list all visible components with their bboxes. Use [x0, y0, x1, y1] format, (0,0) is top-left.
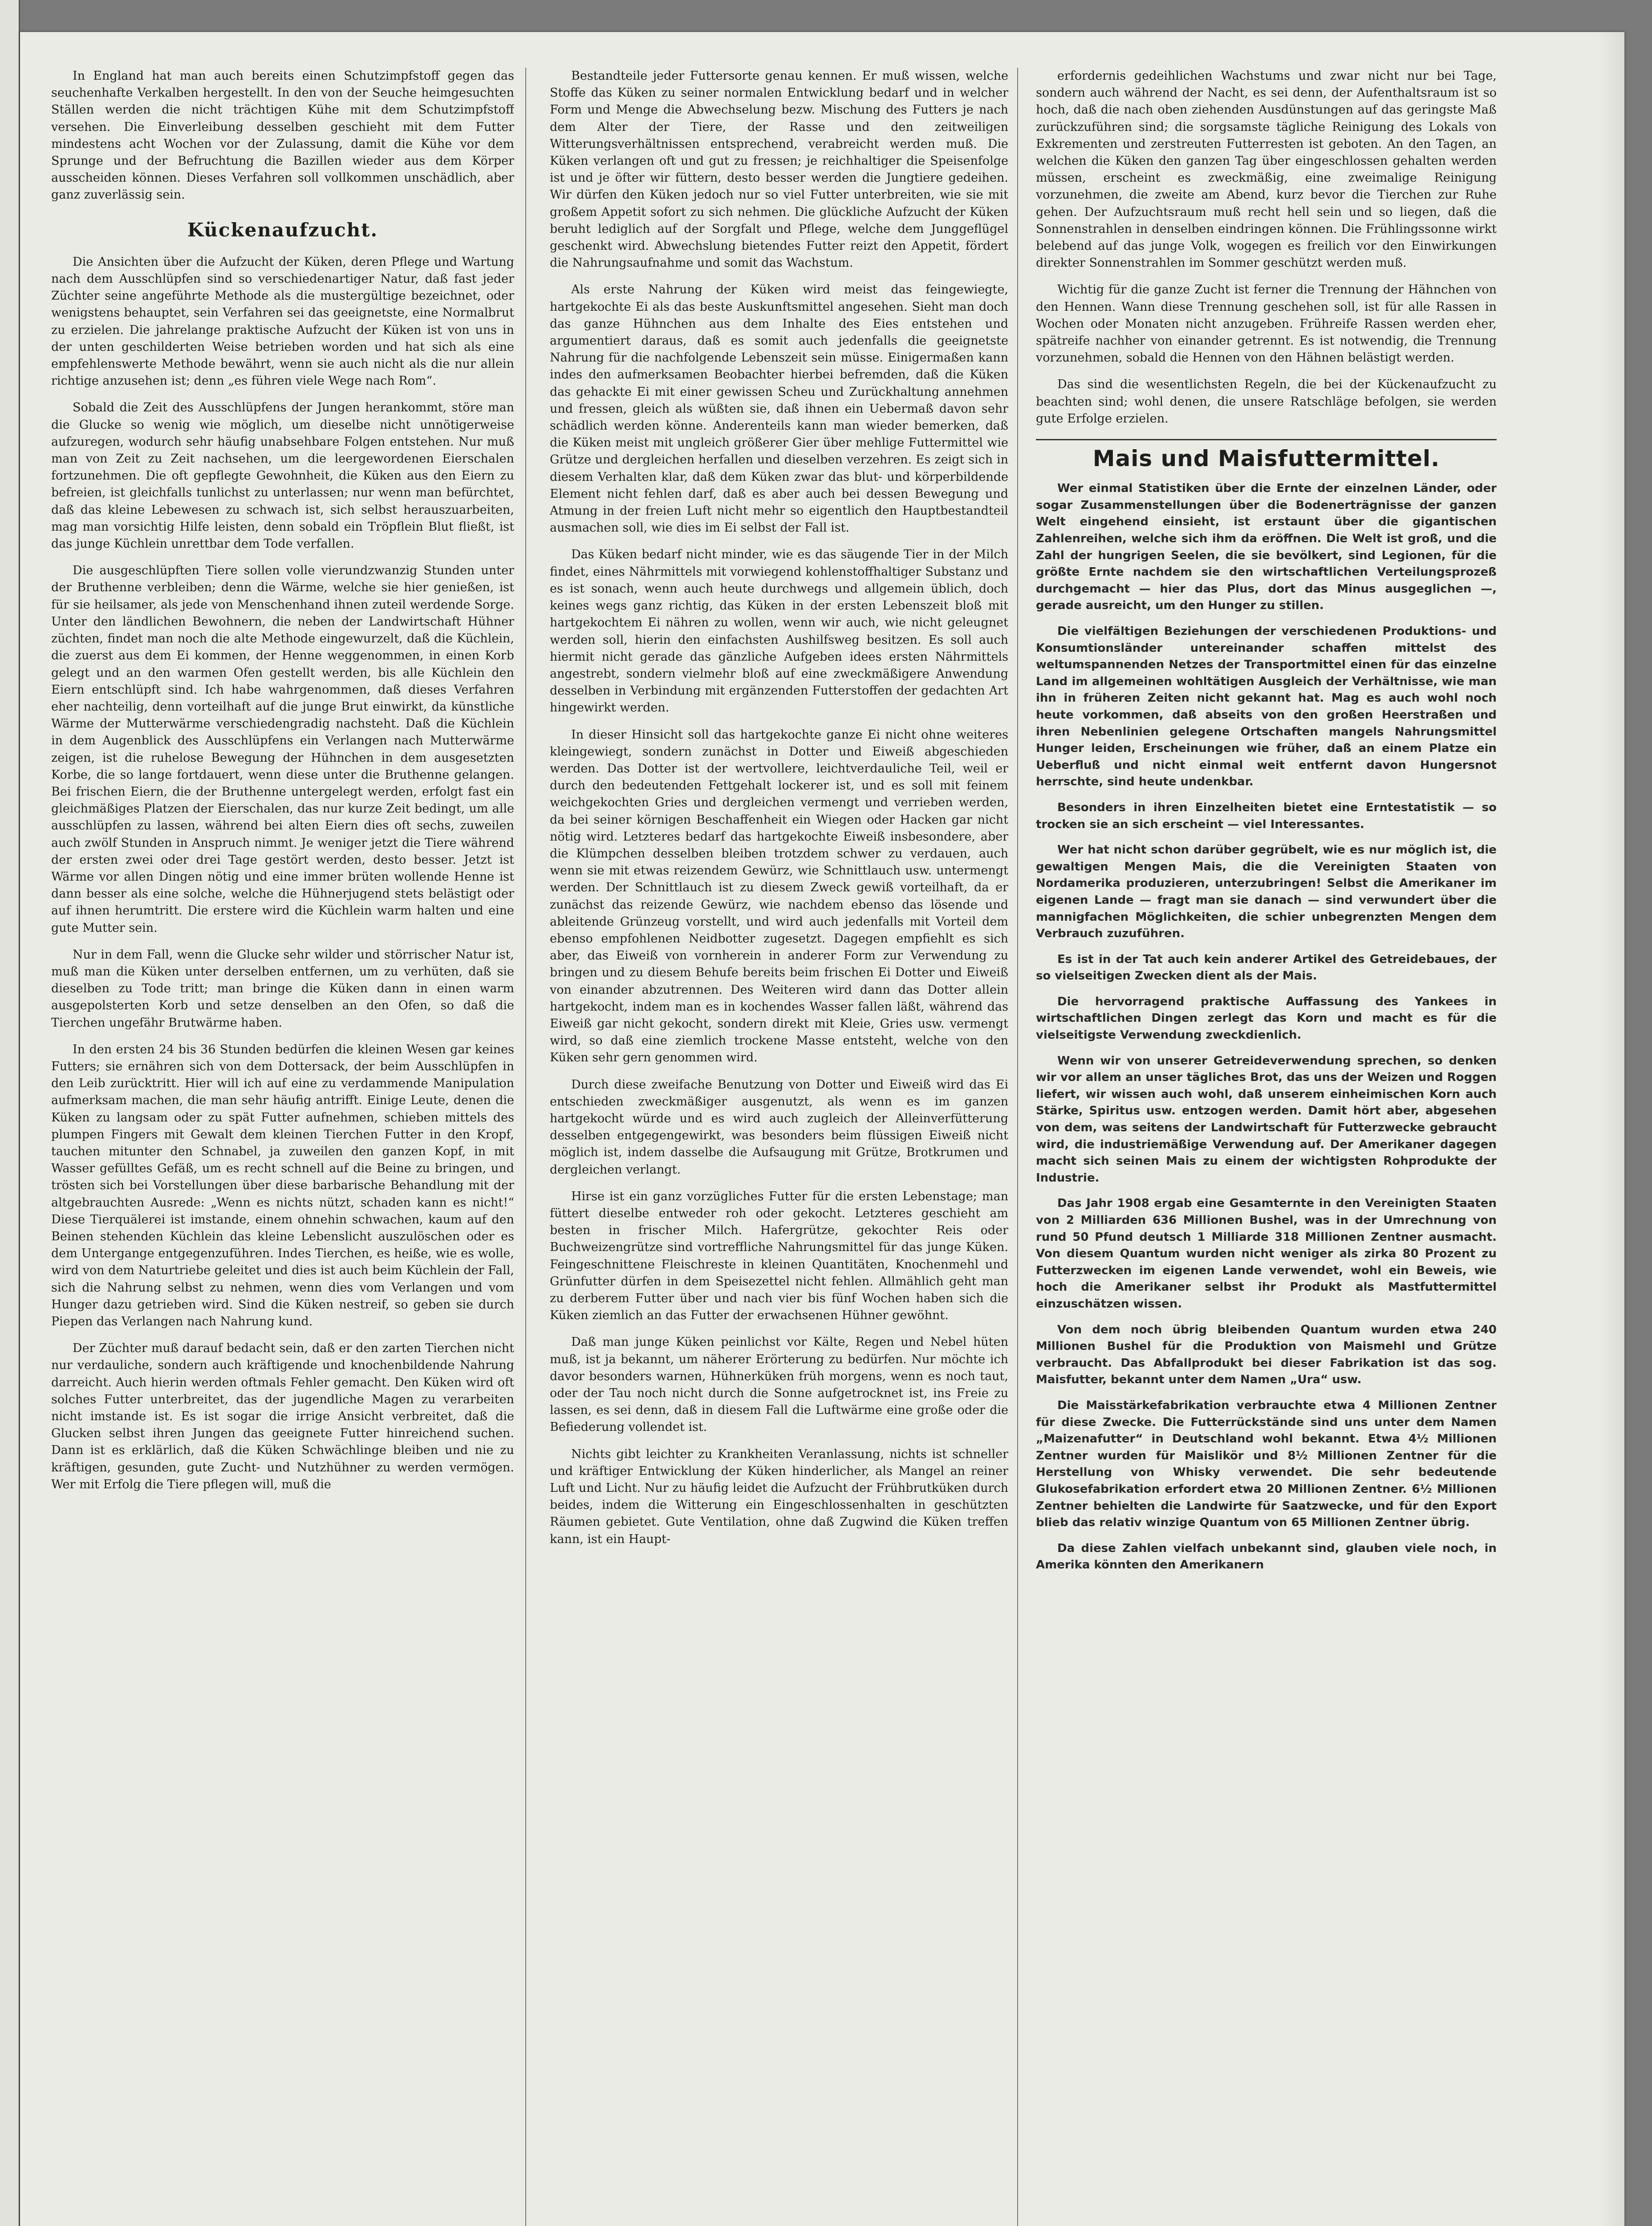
paragraph: Es ist in der Tat auch kein anderer Artikel des Getreidebaues, der so vielseitigen Zwecken dient als der Mais.	[1036, 952, 1497, 983]
paragraph: Nur in dem Fall, wenn die Glucke sehr wilder und störrischer Natur ist, muß man die Küken unter derselben entfernen, um zu verhüten, daß sie dieselben zu Tode tritt; man bringe die Küken dann in einen warm ausgepolsterten Korb und setze denselben an den Ofen, so daß die Tierchen ungefähr Brutwärme haben.	[51, 947, 514, 1030]
section-heading-mais: Mais und Maisfuttermittel.	[1092, 446, 1440, 472]
paragraph: Das Jahr 1908 ergab eine Gesamternte in den Vereinigten Staaten von 2 Milliarden 636 Millionen Bushel, was in der Umrechnung von rund 50 Pfund deutsch 1 Milliarde 318 Millionen Zentner ausmacht. Von diesem Quantum wurden nicht weniger als zirka 80 Prozent zu Futterzwecken im eigenen Lande verwendet, wohl ein Beweis, wie hoch die Amerikaner selbst ihr Produkt als Mastfuttermittel einzuschätzen wissen.	[1036, 1197, 1497, 1311]
newspaper-page	[20, 32, 1624, 2226]
section-divider	[1036, 439, 1497, 440]
paragraph: Wenn wir von unserer Getreideverwendung sprechen, so denken wir vor allem an unser tägliches Brot, das uns der Weizen und Roggen liefert, wir wissen auch wohl, daß unserem einheimischen Korn auch Stärke, Spiritus usw. entzogen werden. Damit hört aber, abgesehen von dem, was seitens der Landwirtschaft für Futterzwecke gebraucht wird, die industriemäßige Verwendung auf. Der Amerikaner dagegen macht sich seinen Mais zu einem der wichtigsten Rohprodukte der Industrie.	[1036, 1054, 1497, 1185]
paragraph: In den ersten 24 bis 36 Stunden bedürfen die kleinen Wesen gar keines Futters; sie ernähren sich von dem Dottersack, der beim Ausschlüpfen in den Leib zurücktritt. Hier will ich auf eine zu verdammende Manipulation aufmerksam machen, die man sehr häufig antrifft. Einige Leute, denen die Küken zu langsam oder zu spät Futter aufnehmen, schieben mittels des plumpen Fingers mit Gewalt dem kleinen Tierchen Futter in den Kropf, tauchen mitunter den Schnabel, ja zuweilen den ganzen Kopf, in mit Wasser gefülltes Gefäß, um es recht schnell auf die Beine zu bringen, und trösten sich bei Vorstellungen über diese barbarische Behandlung mit der altgebrauchten Ausrede: „Wenn es nichts nützt, schaden kann es nicht!“ Diese Tierquälerei ist imstande, einem ohnehin schwachen, kaum auf den Beinen stehenden Küchlein das kleine Lebenslicht auszulöschen oder es dem Untergange entgegenzuführen. Indes Tierchen, es heiße, wie es wolle, wird von dem Naturtriebe geleitet und dies ist auch beim Küchlein der Fall, sich die Nahrung selbst zu nehmen, wenn dies vom Verlangen und vom Hunger dazu getrieben wird. Sind die Küken nestreif, so geben sie durch Piepen das Verlangen nach Nahrung kund.	[51, 1042, 514, 1329]
paragraph: Die Ansichten über die Aufzucht der Küken, deren Pflege und Wartung nach dem Ausschlüpfen sind so verschiedenartiger Natur, daß fast jeder Züchter seine angeführte Methode als die mustergültige bezeichnet, oder wenigstens behauptet, sein Verfahren sei das geeignetste, eine Normalbrut zu erzielen. Die jahrelange praktische Aufzucht der Küken ist von uns in der unten geschilderten Weise betrieben worden und hat sich als eine empfehlenswerte Methode bewährt, wenn sie auch nicht als die nur allein richtige anzusehen ist; denn „es führen viele Wege nach Rom“.	[51, 255, 514, 388]
paragraph: Das sind die wesentlichsten Regeln, die bei der Kückenaufzucht zu beachten sind; wohl denen, die unsere Ratschläge befolgen, sie werden gute Erfolge erzielen.	[1036, 378, 1497, 426]
paragraph: Hirse ist ein ganz vorzügliches Futter für die ersten Lebenstage; man füttert dieselbe entweder roh oder gekocht. Letzteres geschieht am besten in frischer Milch. Hafergrütze, gekochter Reis oder Buchweizengrütze sind vortreffliche Nahrungsmittel für das junge Küken. Feingeschnittene Fleischreste in kleinen Quantitäten, Knochenmehl und Grünfutter dürfen in dem Speisezettel nicht fehlen. Allmählich geht man zu derberem Futter über und nach vier bis fünf Wochen haben sich die Küken ziemlich an das Futter der erwachsenen Hühner gewöhnt.	[550, 1189, 1008, 1323]
paragraph: Die vielfältigen Beziehungen der verschiedenen Produktions- und Konsumtionsländer untereinander schaffen mittelst des weltumspannenden Netzes der Transportmittel einen für das einzelne Land im allgemeinen wohltätigen Ausgleich der Verhältnisse, wie man ihn in früheren Zeiten nicht gekannt hat. Mag es auch wohl noch heute vorkommen, daß abseits von den großen Heerstraßen und ihren Nebenlinien gelegene Ortschaften mangels Nahrungsmittel Hunger leiden, Erscheinungen wie früher, daß an einem Platze ein Ueberfluß und nicht einmal weit entfernt davon Hungersnot herrschte, sind heute undenkbar.	[1036, 625, 1497, 789]
paragraph: Nichts gibt leichter zu Krankheiten Veranlassung, nichts ist schneller und kräftiger Entwicklung der Küken hinderlicher, als Mangel an reiner Luft und Licht. Nur zu häufig leidet die Aufzucht der Frühbrutküken durch beides, indem die Witterung ein Eingeschlossenhalten in geschützten Räumen gebietet. Gute Ventilation, ohne daß Zugwind die Küken treffen kann, ist ein Haupt-	[550, 1447, 1008, 1546]
paragraph: Die ausgeschlüpften Tiere sollen volle vierundzwanzig Stunden unter der Bruthenne verbleiben; denn die Wärme, welche sie hier genießen, ist für sie heilsamer, als jede von Menschenhand ihnen zuteil werdende Sorge. Unter den ländlichen Bewohnern, die neben der Landwirtschaft Hühner züchten, findet man noch die alte Methode eingewurzelt, daß die Küchlein, die zuerst aus dem Ei kommen, der Henne weggenommen, in einen Korb gelegt und an den warmen Ofen gestellt werden, bis alle Küchlein den Eiern entschlüpft sind. Ich habe wahrgenommen, daß dieses Verfahren eher nachteilig, denn vorteilhaft auf die junge Brut einwirkt, da künstliche Wärme der Mutterwärme verschiedengradig nachsteht. Daß die Küchlein in dem Augenblick des Ausschlüpfens ein Verlangen nach Mutterwärme zeigen, ist die ruhelose Bewegung der Hühnchen in dem ausgesetzten Korbe, die so lange fortdauert, wenn diese unter die Bruthenne gelangen. Bei frischen Eiern, die der Bruthenne untergelegt werden, erfolgt fast ein gleichmäßiges Platzen der Eierschalen, das nur kurze Zeit bedingt, um alle ausschlüpfen zu lassen, während bei alten Eiern dies oft sechs, zuweilen auch zwölf Stunden in Anspruch nimmt. Je weniger jetzt die Tiere während der ersten zwei oder drei Tage gestört werden, desto besser. Jetzt ist Wärme vor allen Dingen nötig und eine immer brüten wollende Henne ist dann besser als eine solche, welche die Hühnerjugend stets belästigt oder auf ihnen herumtritt. Die erstere wird die Küchlein warm halten und eine gute Mutter sein.	[51, 564, 514, 935]
paragraph: Wichtig für die ganze Zucht ist ferner die Trennung der Hähnchen von den Hennen. Wann diese Trennung geschehen soll, ist für alle Rassen in Wochen oder Monaten nicht anzugeben. Frühreife Rassen werden eher, spätreife nachher von einander getrennt. Es ist notwendig, die Trennung vorzunehmen, sobald die Hennen von den Hähnen belästigt werden.	[1036, 283, 1497, 365]
column-middle	[550, 68, 1008, 2226]
paragraph: Das Küken bedarf nicht minder, wie es das säugende Tier in der Milch findet, eines Nährmittels mit vorwiegend kohlenstoffhaltiger Substanz und es ist sonach, wenn auch heute durchwegs und allgemein üblich, doch keines wegs ganz richtig, das Küken in der ersten Lebenszeit bloß mit hartgekochtem Ei nähren zu wollen, wenn wir auch, wie nicht geleugnet werden soll, hierin den einfachsten Aushilfsweg besitzen. Es soll auch hiermit nicht gerade das gänzliche Aufgeben idees ersten Nährmittels angestrebt, sondern vielmehr bloß auf eine zweckmäßigere Anwendung desselben in Verbindung mit ergänzenden Futterstoffen der gedachten Art hingewirkt werden.	[550, 548, 1008, 715]
article-mais	[1036, 480, 1497, 1574]
paragraph: In dieser Hinsicht soll das hartgekochte ganze Ei nicht ohne weiteres kleingewiegt, sondern zunächst in Dotter und Eiweiß abgeschieden werden. Das Dotter ist der wertvollere, leichtverdauliche Teil, weil er durch den bedeutenden Fettgehalt lockerer ist, und es soll mit feinem weichgekochten Gries und dergleichen vermengt und verrieben werden, da bei seiner körnigen Beschaffenheit ein Wiegen oder Hacken gar nicht nötig wird. Letzteres bedarf das hartgekochte Eiweiß insbesondere, aber die Klümpchen desselben bleiben trotzdem schwer zu verdauen, auch wenn sie mit etwas reizendem Gewürz, wie Schnittlauch usw. untermengt werden. Der Schnittlauch ist zu diesem Zweck gewiß vorteilhaft, da er zunächst das reizende Gewürz, wie nachdem ebenso das lösende und ableitende Grünzeug vorstellt, und wird auch jedenfalls mit Vorteil dem ebenso empfohlenen Neidbotter zugesetzt. Dagegen empfiehlt es sich aber, das Eiweiß von vornherein in anderer Form zur Verwendung zu bringen und zu diesem Behufe bereits beim frischen Ei Dotter und Eiweiß von einander abzutrennen. Des Weiteren wird dann das Dotter allein hartgekocht, indem man es in kochendes Wasser fallen läßt, während das Eiweiß gar nicht gekocht, sondern direkt mit Kleie, Gries usw. vermengt wird, so daß eine ziemlich trockene Masse entsteht, welche von den Küken sehr gern genommen wird.	[550, 727, 1008, 1065]
column-left	[51, 68, 514, 2226]
paragraph: Die hervorragend praktische Auffassung des Yankees in wirtschaftlichen Dingen zerlegt das Korn und macht es für die vielseitigste Verwendung zweckdienlich.	[1036, 995, 1497, 1042]
paragraph: Sobald die Zeit des Ausschlüpfens der Jungen herankommt, störe man die Glucke so wenig wie möglich, um dieselbe nicht unnötigerweise aufzuregen, wodurch sehr häufig unabsehbare Folgen entstehen. Nur muß man von Zeit zu Zeit nachsehen, um die leergewordenen Eierschalen fortzunehmen. Die oft gepflegte Gewohnheit, die Küken aus den Eiern zu befreien, ist gleichfalls tunlichst zu unterlassen; nur wenn man befürchtet, daß das kleine Lebewesen zu schwach ist, sich selbst herauszuarbeiten, mag man vorsichtig Hilfe leisten, denn sobald ein Tröpflein Blut fließt, ist das junge Küchlein unrettbar dem Tode verfallen.	[51, 401, 514, 551]
paragraph: erfordernis gedeihlichen Wachstums und zwar nicht nur bei Tage, sondern auch während der Nacht, es sei denn, der Aufenthaltsraum ist so hoch, daß die nach oben ziehenden Ausdünstungen auf das geringste Maß zurückzuführen sind; die sorgsamste tägliche Reinigung des Lokals von Exkrementen und zerstreuten Futterresten ist geboten. An den Tagen, an welchen die Küken den ganzen Tag über eingeschlossen gehalten werden müssen, erscheint es zweckmäßig, eine zweimalige Reinigung vorzunehmen, die zweite am Abend, kurz bevor die Tierchen zur Ruhe gehen. Der Aufzuchtsraum muß recht hell sein und so liegen, daß die Sonnenstrahlen in denselben eindringen können. Die Frühlingssonne wirkt belebend auf das junge Volk, wogegen es freilich vor den Einwirkungen direkter Sonnenstrahlen im Sommer geschützt werden muß.	[1036, 69, 1497, 270]
paragraph: Als erste Nahrung der Küken wird meist das feingewiegte, hartgekochte Ei als das beste Auskunftsmittel angesehen. Sieht man doch das ganze Hühnchen aus dem Inhalte des Eies entstehen und argumentiert daraus, daß es somit auch jedenfalls die geeignetste Nahrung für die nachfolgende Lebenszeit sein müsse. Einigermaßen kann indes den aufmerksamen Beobachter hierbei befremden, daß die Küken das gehackte Ei mit einer gewissen Scheu und Zurückhaltung annehmen und fressen, gleich als wüßten sie, daß ihnen ein Uebermaß davon sehr schädlich werden könne. Anderenteils kann man wieder bemerken, daß die Küken meist mit ungleich größerer Gier über mehlige Futtermittel wie Grütze und dergleichen herfallen und dieselben verzehren. Es zeigt sich in diesem Verhalten klar, daß dem Küken zwar das blut- und körperbildende Element nicht fehlen darf, daß es aber auch bei dessen Bewegung und Atmung in der freien Luft nicht mehr so eigentlich den Hauptbestandteil ausmachen soll, wie dies im Ei selbst der Fall ist.	[550, 283, 1008, 535]
page-edge-shadow	[1598, 32, 1624, 2226]
column-rule	[1017, 68, 1018, 2226]
paragraph: Wer hat nicht schon darüber gegrübelt, wie es nur möglich ist, die gewaltigen Mengen Mais, die die Vereinigten Staaten von Nordamerika produzieren, unterzubringen! Selbst die Amerikaner im eigenen Lande — fragt man sie danach — sind verwundert über die mannigfachen Möglichkeiten, die schier unbegrenzten Mengen dem Verbrauch zuzuführen.	[1036, 843, 1497, 941]
adjacent-page-edge	[0, 0, 20, 2226]
paragraph: Die Maisstärkefabrikation verbrauchte etwa 4 Millionen Zentner für diese Zwecke. Die Futterrückstände sind uns unter dem Namen „Maizenafutter“ in Deutschland wohl bekannt. Etwa 4½ Millionen Zentner wurden für Maislikör und 8½ Millionen Zentner für die Herstellung von Whisky verwendet. Die sehr bedeutende Glukosefabrikation erfordert etwa 20 Millionen Zentner. 6½ Millionen Zentner behielten die Landwirte für Saatzwecke, und für den Export blieb das relativ winzige Quantum von 65 Millionen Zentner übrig.	[1036, 1398, 1497, 1530]
column-rule	[525, 68, 526, 2226]
paragraph: Der Züchter muß darauf bedacht sein, daß er den zarten Tierchen nicht nur verdauliche, sondern auch kräftigende und knochenbildende Nahrung darreicht. Auch hierin werden oftmals Fehler gemacht. Den Küken wird oft solches Futter unterbreitet, das der jugendliche Magen zu verarbeiten nicht imstande ist. Es ist sogar die irrige Ansicht verbreitet, daß die Glucken selbst ihren Jungen das geeignete Futter hinreichend suchen. Dann ist es erklärlich, daß die Küken Schwächlinge bleiben und nie zu kräftigen, gesunden, gute Zucht- und Nutzhühner zu werden vermögen. Wer mit Erfolg die Tiere pflegen will, muß die	[51, 1341, 514, 1491]
paragraph: Daß man junge Küken peinlichst vor Kälte, Regen und Nebel hüten muß, ist ja bekannt, um näherer Erörterung zu bedürfen. Nur möchte ich davor besonders warnen, Hühnerküken früh morgens, wenn es noch taut, oder der Tau noch nicht durch die Sonne aufgetrocknet ist, ins Freie zu lassen, es sei denn, daß in diesem Fall die Luftwärme eine große oder die Befiederung vollendet ist.	[550, 1335, 1008, 1434]
paragraph: In England hat man auch bereits einen Schutzimpfstoff gegen das seuchenhafte Verkalben hergestellt. In den von der Seuche heimgesuchten Ställen werden die nicht trächtigen Kühe mit dem Schutzimpfstoff versehen. Die Einverleibung desselben geschieht mit dem Futter mindestens acht Wochen vor der Zulassung, damit die Kühe vor dem Sprunge und der Befruchtung die Bazillen wieder aus dem Körper ausscheiden können. Dieses Verfahren soll vollkommen unschädlich, aber ganz zuverlässig sein.	[51, 69, 514, 202]
paragraph: Da diese Zahlen vielfach unbekannt sind, glauben viele noch, in Amerika könnten den Amerikanern	[1036, 1541, 1497, 1572]
paragraph: Besonders in ihren Einzelheiten bietet eine Erntestatistik — so trocken sie an sich erscheint — viel Interessantes.	[1036, 800, 1497, 831]
section-heading-kueckenaufzucht: Kückenaufzucht.	[187, 219, 378, 241]
paragraph: Von dem noch übrig bleibenden Quantum wurden etwa 240 Millionen Bushel für die Produktion von Maismehl und Grütze verbraucht. Das Abfallprodukt bei dieser Fabrikation ist das sog. Maisfutter, bekannt unter dem Namen „Ura“ usw.	[1036, 1323, 1497, 1387]
paragraph: Wer einmal Statistiken über die Ernte der einzelnen Länder, oder sogar Zusammenstellungen über die Bodenerträgnisse der ganzen Welt eingehend einsieht, ist erstaunt über die gigantischen Zahlenreihen, welche sich ihm da eröffnen. Die Welt ist groß, und die Zahl der hungrigen Seelen, die sie bevölkert, sind Legionen, für die größte Ernte nachdem sie den wirtschaftlichen Verteilungsprozeß durchgemacht — hier das Plus, dort das Minus ausgeglichen —, gerade ausreicht, um den Hunger zu stillen.	[1036, 482, 1497, 613]
paragraph: Durch diese zweifache Benutzung von Dotter und Eiweiß wird das Ei entschieden zweckmäßiger ausgenutzt, als wenn es im ganzen hartgekocht würde und es wird auch zugleich der Alleinverfütterung desselben entgegengewirkt, was besonders beim flüssigen Eiweiß nicht möglich ist, indem dasselbe die Aufsaugung mit Grütze, Brotkrumen und dergleichen verlangt.	[550, 1077, 1008, 1177]
column-right	[1036, 68, 1497, 2226]
paragraph: Bestandteile jeder Futtersorte genau kennen. Er muß wissen, welche Stoffe das Küken zu seiner normalen Entwicklung bedarf und in welcher Form und Menge die Abwechselung bezw. Mischung des Futters je nach dem Alter der Tiere, der Rasse und den zeitweiligen Witterungsverhältnissen entsprechend, verabreicht werden muß. Die Küken verlangen oft und gut zu fressen; je reichhaltiger die Speisenfolge ist und je öfter wir füttern, desto besser werden die Jungtiere gedeihen. Wir dürfen den Küken jedoch nur so viel Futter unterbreiten, wie sie mit großem Appetit sofort zu sich nehmen. Die glückliche Aufzucht der Küken beruht lediglich auf der Sorgfalt und Pflege, welche dem Junggeflügel geschenkt wird. Abwechslung bietendes Futter reizt den Appetit, fördert die Nahrungsaufnahme und somit das Wachstum.	[550, 69, 1008, 270]
